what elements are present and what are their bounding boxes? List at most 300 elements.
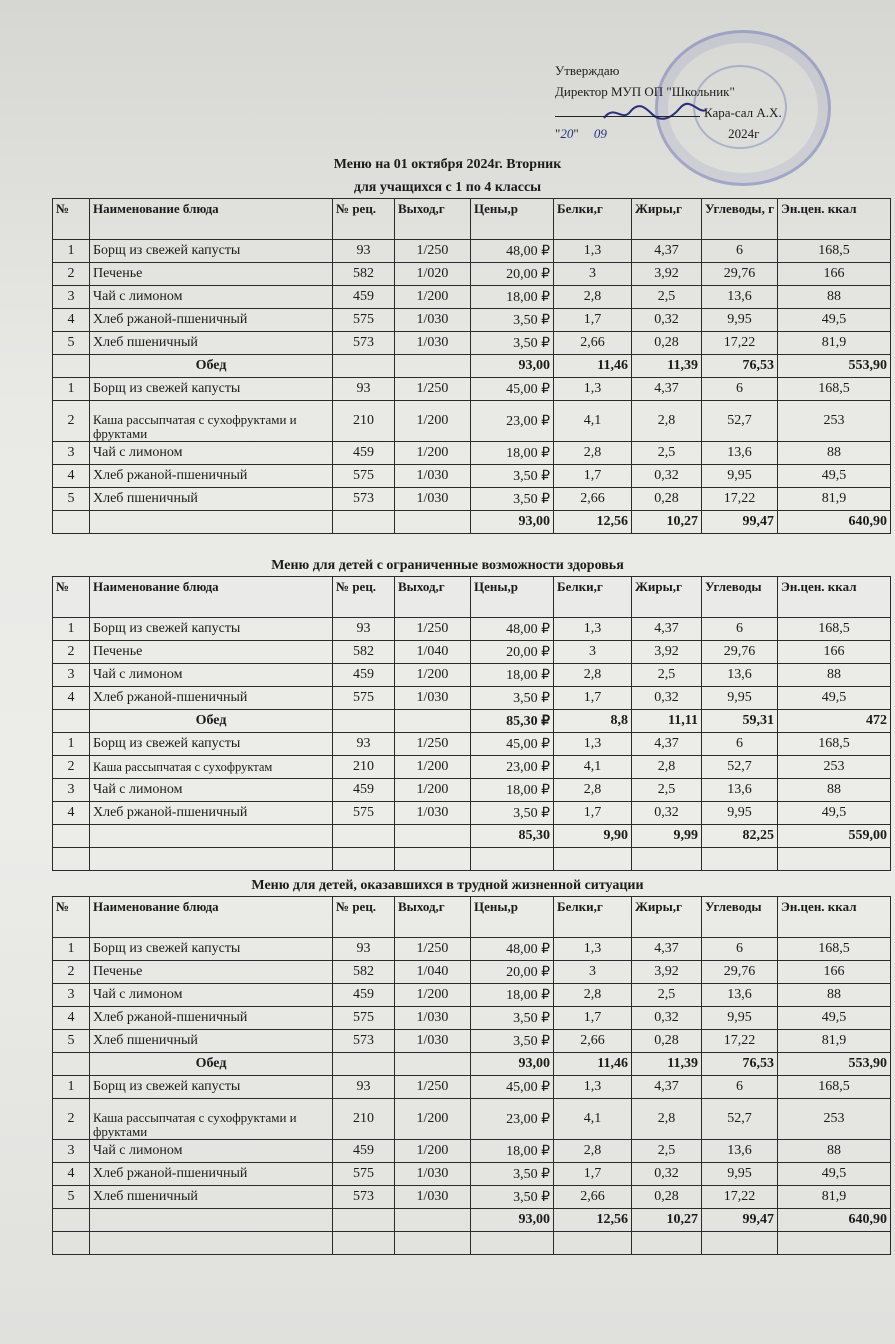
date-day: 20 (560, 126, 574, 141)
fat: 0,32 (632, 1163, 702, 1186)
empty-row (53, 1232, 891, 1255)
carbs: 6 (702, 240, 778, 263)
protein: 2,8 (554, 1140, 632, 1163)
row-number: 1 (53, 240, 90, 263)
carbs: 9,95 (702, 1163, 778, 1186)
dish-name: Борщ из свежей капусты (90, 1076, 333, 1099)
protein: 1,3 (554, 618, 632, 641)
recipe-number: 93 (333, 938, 395, 961)
menu-table-grades (52, 198, 891, 534)
price: 48,00 ₽ (471, 618, 554, 641)
dish-row (53, 1163, 891, 1186)
recipe-number: 459 (333, 779, 395, 802)
energy: 49,5 (778, 687, 891, 710)
fat: 4,37 (632, 1076, 702, 1099)
energy: 88 (778, 779, 891, 802)
recipe-number: 93 (333, 378, 395, 401)
price: 3,50 ₽ (471, 309, 554, 332)
dish-name: Чай с лимоном (90, 779, 333, 802)
price: 48,00 ₽ (471, 240, 554, 263)
price: 18,00 ₽ (471, 984, 554, 1007)
price: 23,00 ₽ (471, 756, 554, 779)
fat: 4,37 (632, 733, 702, 756)
dish-row (53, 286, 891, 309)
protein: 1,7 (554, 1163, 632, 1186)
menu-title: Меню на 01 октября 2024г. Вторник (333, 157, 562, 172)
dish-row (53, 938, 891, 961)
dish-row (53, 756, 891, 779)
price: 48,00 ₽ (471, 938, 554, 961)
date-year: 2024г (728, 126, 760, 141)
subtotal-row: Обед 93,00 11,46 11,39 76,53 553,90 (53, 1053, 891, 1076)
energy: 81,9 (778, 1186, 891, 1209)
energy: 49,5 (778, 309, 891, 332)
table-header: № Наименование блюда № рец. Выход,г Цены,р Белки,г Жиры,г Углеводы Эн.цен. ккал (53, 897, 891, 938)
fat: 2,8 (632, 756, 702, 779)
carbs: 29,76 (702, 263, 778, 286)
row-number: 1 (53, 733, 90, 756)
portion: 1/030 (395, 1007, 471, 1030)
carbs: 13,6 (702, 286, 778, 309)
fat: 3,92 (632, 263, 702, 286)
carbs: 52,7 (702, 401, 778, 442)
dish-name: Каша рассыпчатая с сухофруктам (90, 756, 333, 779)
price: 23,00 ₽ (471, 1099, 554, 1140)
carbs: 52,7 (702, 1099, 778, 1140)
row-number: 1 (53, 1076, 90, 1099)
subtotal-row: Обед 85,30 ₽ 8,8 11,11 59,31 472 (53, 710, 891, 733)
date-month: 09 (593, 126, 607, 141)
portion: 1/040 (395, 641, 471, 664)
dish-row (53, 1099, 891, 1140)
approval-line-2: Директор МУП ОП "Школьник" (555, 84, 735, 99)
dish-row (53, 664, 891, 687)
fat: 4,37 (632, 618, 702, 641)
dish-name: Чай с лимоном (90, 442, 333, 465)
total-row: 93,00 12,56 10,27 99,47 640,90 (53, 511, 891, 534)
fat: 4,37 (632, 378, 702, 401)
fat: 0,32 (632, 309, 702, 332)
price: 18,00 ₽ (471, 664, 554, 687)
row-number: 2 (53, 263, 90, 286)
section-title-disabilities: Меню для детей с ограниченные возможности здоровья (271, 558, 624, 573)
dish-row (53, 1186, 891, 1209)
row-number: 5 (53, 488, 90, 511)
price: 18,00 ₽ (471, 779, 554, 802)
section-title-grades: для учащихся с 1 по 4 классы (353, 180, 542, 195)
carbs: 6 (702, 378, 778, 401)
row-number: 4 (53, 309, 90, 332)
carbs: 9,95 (702, 1007, 778, 1030)
carbs: 9,95 (702, 309, 778, 332)
fat: 2,5 (632, 286, 702, 309)
recipe-number: 575 (333, 802, 395, 825)
dish-row (53, 1030, 891, 1053)
energy: 88 (778, 286, 891, 309)
energy: 49,5 (778, 1007, 891, 1030)
row-number: 4 (53, 1007, 90, 1030)
protein: 1,7 (554, 309, 632, 332)
recipe-number: 210 (333, 1099, 395, 1140)
protein: 2,66 (554, 332, 632, 355)
recipe-number: 575 (333, 687, 395, 710)
fat: 2,8 (632, 401, 702, 442)
dish-row (53, 240, 891, 263)
recipe-number: 582 (333, 641, 395, 664)
price: 3,50 ₽ (471, 1007, 554, 1030)
dish-row (53, 802, 891, 825)
recipe-number: 573 (333, 1186, 395, 1209)
dish-name: Борщ из свежей капусты (90, 938, 333, 961)
dish-row (53, 641, 891, 664)
recipe-number: 459 (333, 984, 395, 1007)
energy: 49,5 (778, 802, 891, 825)
menu-table-hardship (52, 896, 891, 1255)
portion: 1/030 (395, 309, 471, 332)
row-number: 2 (53, 961, 90, 984)
portion: 1/250 (395, 938, 471, 961)
energy: 166 (778, 961, 891, 984)
price: 45,00 ₽ (471, 378, 554, 401)
row-number: 1 (53, 938, 90, 961)
dish-name: Хлеб ржаной-пшеничный (90, 465, 333, 488)
price: 3,50 ₽ (471, 1030, 554, 1053)
protein: 1,7 (554, 802, 632, 825)
row-number: 4 (53, 802, 90, 825)
energy: 253 (778, 1099, 891, 1140)
protein: 1,7 (554, 1007, 632, 1030)
dish-name: Чай с лимоном (90, 1140, 333, 1163)
dish-row (53, 332, 891, 355)
protein: 2,8 (554, 286, 632, 309)
dish-name: Печенье (90, 961, 333, 984)
protein: 1,3 (554, 733, 632, 756)
row-number: 4 (53, 1163, 90, 1186)
row-number: 1 (53, 618, 90, 641)
price: 3,50 ₽ (471, 1186, 554, 1209)
portion: 1/030 (395, 488, 471, 511)
row-number: 3 (53, 1140, 90, 1163)
dish-row (53, 733, 891, 756)
fat: 3,92 (632, 641, 702, 664)
fat: 2,8 (632, 1099, 702, 1140)
carbs: 6 (702, 618, 778, 641)
price: 45,00 ₽ (471, 733, 554, 756)
table-header (53, 199, 891, 240)
recipe-number: 573 (333, 1030, 395, 1053)
fat: 0,28 (632, 488, 702, 511)
protein: 3 (554, 263, 632, 286)
energy: 88 (778, 984, 891, 1007)
row-number: 4 (53, 687, 90, 710)
portion: 1/250 (395, 733, 471, 756)
price: 3,50 ₽ (471, 465, 554, 488)
recipe-number: 573 (333, 332, 395, 355)
energy: 88 (778, 442, 891, 465)
fat: 0,32 (632, 1007, 702, 1030)
energy: 168,5 (778, 1076, 891, 1099)
col-energy: Эн.цен. ккал (778, 199, 891, 240)
menu-table-disabilities (52, 576, 891, 871)
fat: 2,5 (632, 984, 702, 1007)
dish-name: Хлеб ржаной-пшеничный (90, 687, 333, 710)
recipe-number: 459 (333, 664, 395, 687)
dish-row (53, 1140, 891, 1163)
carbs: 13,6 (702, 664, 778, 687)
dish-row (53, 309, 891, 332)
dish-name: Борщ из свежей капусты (90, 733, 333, 756)
row-number: 3 (53, 664, 90, 687)
dish-row (53, 779, 891, 802)
recipe-number: 93 (333, 1076, 395, 1099)
carbs: 13,6 (702, 984, 778, 1007)
fat: 2,5 (632, 1140, 702, 1163)
recipe-number: 459 (333, 1140, 395, 1163)
portion: 1/200 (395, 779, 471, 802)
carbs: 9,95 (702, 687, 778, 710)
energy: 49,5 (778, 1163, 891, 1186)
energy: 166 (778, 263, 891, 286)
carbs: 13,6 (702, 779, 778, 802)
carbs: 6 (702, 733, 778, 756)
col-price: Цены,р (471, 199, 554, 240)
price: 3,50 ₽ (471, 802, 554, 825)
row-number: 2 (53, 756, 90, 779)
fat: 2,5 (632, 442, 702, 465)
dish-row (53, 687, 891, 710)
protein: 1,3 (554, 1076, 632, 1099)
energy: 88 (778, 664, 891, 687)
energy: 81,9 (778, 332, 891, 355)
portion: 1/030 (395, 1186, 471, 1209)
col-carb: Углеводы, г (702, 199, 778, 240)
fat: 0,32 (632, 465, 702, 488)
protein: 3 (554, 961, 632, 984)
recipe-number: 210 (333, 401, 395, 442)
dish-row (53, 442, 891, 465)
carbs: 29,76 (702, 641, 778, 664)
portion: 1/200 (395, 1140, 471, 1163)
recipe-number: 575 (333, 1163, 395, 1186)
dish-name: Хлеб ржаной-пшеничный (90, 802, 333, 825)
carbs: 29,76 (702, 961, 778, 984)
energy: 168,5 (778, 733, 891, 756)
carbs: 52,7 (702, 756, 778, 779)
recipe-number: 210 (333, 756, 395, 779)
col-fat: Жиры,г (632, 199, 702, 240)
dish-name: Борщ из свежей капусты (90, 378, 333, 401)
price: 45,00 ₽ (471, 1076, 554, 1099)
protein: 2,66 (554, 488, 632, 511)
col-prot: Белки,г (554, 199, 632, 240)
dish-row (53, 488, 891, 511)
price: 3,50 ₽ (471, 1163, 554, 1186)
carbs: 6 (702, 938, 778, 961)
protein: 4,1 (554, 1099, 632, 1140)
carbs: 6 (702, 1076, 778, 1099)
protein: 4,1 (554, 401, 632, 442)
carbs: 13,6 (702, 1140, 778, 1163)
protein: 2,8 (554, 664, 632, 687)
recipe-number: 575 (333, 1007, 395, 1030)
price: 3,50 ₽ (471, 332, 554, 355)
recipe-number: 93 (333, 240, 395, 263)
dish-name: Борщ из свежей капусты (90, 240, 333, 263)
dish-row (53, 378, 891, 401)
row-number: 5 (53, 1186, 90, 1209)
price: 3,50 ₽ (471, 687, 554, 710)
recipe-number: 459 (333, 442, 395, 465)
protein: 1,3 (554, 378, 632, 401)
energy: 168,5 (778, 378, 891, 401)
dish-name: Печенье (90, 641, 333, 664)
carbs: 9,95 (702, 802, 778, 825)
row-number: 2 (53, 401, 90, 442)
total-row: 93,00 12,56 10,27 99,47 640,90 (53, 1209, 891, 1232)
row-number: 3 (53, 984, 90, 1007)
portion: 1/250 (395, 1076, 471, 1099)
dish-row (53, 984, 891, 1007)
recipe-number: 575 (333, 309, 395, 332)
protein: 3 (554, 641, 632, 664)
fat: 0,28 (632, 332, 702, 355)
dish-row (53, 961, 891, 984)
portion: 1/030 (395, 802, 471, 825)
row-number: 2 (53, 1099, 90, 1140)
portion: 1/200 (395, 1099, 471, 1140)
row-number: 3 (53, 779, 90, 802)
portion: 1/200 (395, 401, 471, 442)
dish-name: Чай с лимоном (90, 984, 333, 1007)
fat: 4,37 (632, 240, 702, 263)
carbs: 17,22 (702, 488, 778, 511)
fat: 4,37 (632, 938, 702, 961)
fat: 2,5 (632, 779, 702, 802)
fat: 3,92 (632, 961, 702, 984)
approval-line-3: Кара-сал А.Х. (555, 102, 885, 123)
portion: 1/250 (395, 378, 471, 401)
energy: 253 (778, 756, 891, 779)
protein: 4,1 (554, 756, 632, 779)
energy: 168,5 (778, 240, 891, 263)
carbs: 17,22 (702, 1186, 778, 1209)
price: 18,00 ₽ (471, 442, 554, 465)
price: 18,00 ₽ (471, 286, 554, 309)
portion: 1/200 (395, 286, 471, 309)
col-out: Выход,г (395, 199, 471, 240)
recipe-number: 573 (333, 488, 395, 511)
subtotal-row: Обед 93,00 11,46 11,39 76,53 553,90 (53, 355, 891, 378)
dish-name: Чай с лимоном (90, 664, 333, 687)
price: 20,00 ₽ (471, 641, 554, 664)
dish-row (53, 401, 891, 442)
portion: 1/030 (395, 1030, 471, 1053)
dish-name: Печенье (90, 263, 333, 286)
price: 23,00 ₽ (471, 401, 554, 442)
fat: 2,5 (632, 664, 702, 687)
fat: 0,32 (632, 687, 702, 710)
energy: 88 (778, 1140, 891, 1163)
row-number: 4 (53, 465, 90, 488)
row-number: 1 (53, 378, 90, 401)
approval-line-1: Утверждаю (555, 63, 620, 78)
portion: 1/250 (395, 240, 471, 263)
dish-name: Хлеб пшеничный (90, 488, 333, 511)
dish-name: Хлеб ржаной-пшеничный (90, 1007, 333, 1030)
empty-row (53, 848, 891, 871)
row-number: 5 (53, 1030, 90, 1053)
dish-row (53, 618, 891, 641)
portion: 1/030 (395, 465, 471, 488)
carbs: 17,22 (702, 332, 778, 355)
price: 18,00 ₽ (471, 1140, 554, 1163)
portion: 1/200 (395, 984, 471, 1007)
portion: 1/200 (395, 756, 471, 779)
portion: 1/030 (395, 687, 471, 710)
portion: 1/040 (395, 961, 471, 984)
carbs: 13,6 (702, 442, 778, 465)
dish-name: Хлеб ржаной-пшеничный (90, 1163, 333, 1186)
portion: 1/200 (395, 664, 471, 687)
recipe-number: 575 (333, 465, 395, 488)
dish-row (53, 465, 891, 488)
price: 20,00 ₽ (471, 961, 554, 984)
dish-name: Хлеб пшеничный (90, 1030, 333, 1053)
protein: 1,3 (554, 240, 632, 263)
carbs: 9,95 (702, 465, 778, 488)
fat: 0,32 (632, 802, 702, 825)
row-number: 3 (53, 286, 90, 309)
fat: 0,28 (632, 1030, 702, 1053)
dish-name: Чай с лимоном (90, 286, 333, 309)
energy: 81,9 (778, 1030, 891, 1053)
recipe-number: 582 (333, 263, 395, 286)
portion: 1/250 (395, 618, 471, 641)
protein: 2,66 (554, 1186, 632, 1209)
portion: 1/020 (395, 263, 471, 286)
protein: 1,7 (554, 465, 632, 488)
protein: 2,8 (554, 984, 632, 1007)
section-title-hardship: Меню для детей, оказавшихся в трудной жизненной ситуации (251, 878, 644, 893)
row-number: 5 (53, 332, 90, 355)
energy: 253 (778, 401, 891, 442)
energy: 49,5 (778, 465, 891, 488)
dish-name: Хлеб пшеничный (90, 332, 333, 355)
protein: 2,66 (554, 1030, 632, 1053)
carbs: 17,22 (702, 1030, 778, 1053)
portion: 1/030 (395, 332, 471, 355)
dish-name: Каша рассыпчатая с сухофруктами и фруктами (90, 1099, 333, 1140)
recipe-number: 582 (333, 961, 395, 984)
energy: 81,9 (778, 488, 891, 511)
col-name: Наименование блюда (90, 199, 333, 240)
recipe-number: 93 (333, 618, 395, 641)
approval-date: "20" 09 2024г (555, 126, 760, 141)
protein: 2,8 (554, 442, 632, 465)
dish-name: Хлеб ржаной-пшеничный (90, 309, 333, 332)
price: 20,00 ₽ (471, 263, 554, 286)
row-number: 3 (53, 442, 90, 465)
dish-name: Хлеб пшеничный (90, 1186, 333, 1209)
portion: 1/200 (395, 442, 471, 465)
dish-row (53, 1076, 891, 1099)
table-header: № Наименование блюда № рец. Выход,г Цены,р Белки,г Жиры,г Углеводы Эн.цен. ккал (53, 577, 891, 618)
portion: 1/030 (395, 1163, 471, 1186)
protein: 2,8 (554, 779, 632, 802)
row-number: 2 (53, 641, 90, 664)
dish-name: Борщ из свежей капусты (90, 618, 333, 641)
dish-row (53, 263, 891, 286)
